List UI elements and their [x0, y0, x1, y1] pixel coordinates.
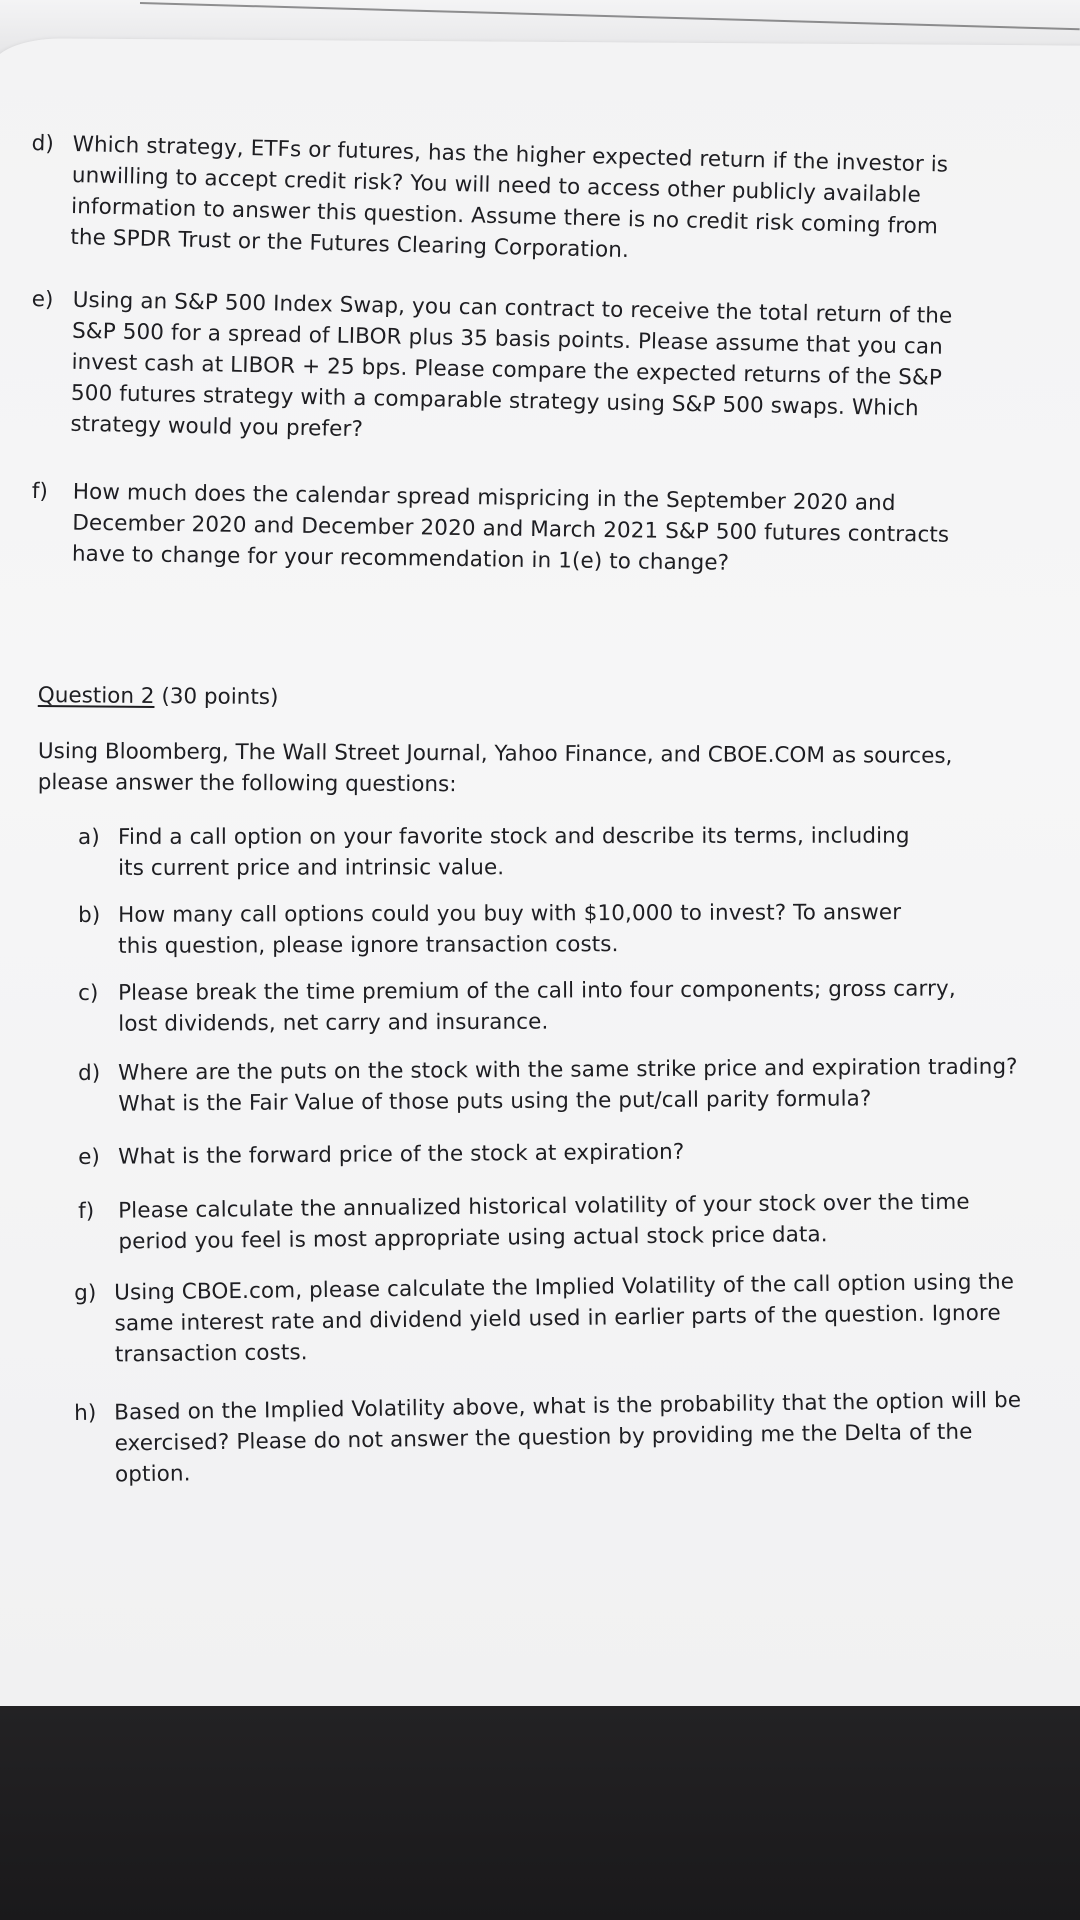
question-2a: [78, 821, 928, 884]
question-2e: [78, 1134, 978, 1173]
item-text: What is the forward price of the stock at expiration?: [118, 1139, 685, 1170]
item-text: Please calculate the annualized historical volatility of your stock over the time period you feel is most appropriate using actual stock price data.: [118, 1189, 970, 1255]
item-label: d): [31, 130, 55, 157]
item-label: b): [78, 902, 101, 928]
question-1e: [29, 284, 982, 456]
question-2f: [78, 1186, 999, 1258]
question-1d: [29, 128, 962, 274]
item-label: c): [78, 980, 99, 1006]
item-label: a): [78, 824, 100, 850]
item-label: f): [31, 478, 49, 505]
item-label: e): [78, 1144, 101, 1170]
item-label: d): [78, 1060, 101, 1086]
item-text: Where are the puts on the stock with the same strike price and expiration trading? What is the Fair Value of those puts using the put/call parity formula?: [118, 1054, 1018, 1117]
item-text: Find a call option on your favorite stock and describe its terms, including its current price and intrinsic value.: [118, 823, 910, 881]
question-2-intro: [38, 736, 958, 803]
item-text: How many call options could you buy with $10,000 to invest? To answer this question, please ignore transaction costs.: [118, 900, 902, 959]
question-2-title: Question 2: [37, 682, 155, 710]
question-2h: [74, 1385, 1025, 1491]
item-label: e): [31, 286, 54, 313]
question-2-points: (30 points): [161, 684, 279, 711]
question-2g: [74, 1267, 1015, 1371]
item-text: Using an S&P 500 Index Swap, you can contract to receive the total return of the S&P 500 for a spread of LIBOR plus 35 basis points. Please assume that you can invest cash at LIBOR + 25 bps. Please compare the expected returns of the S&P 500 futures strategy with a comparable strategy using S&P 500 swaps. Which strategy would you prefer?: [70, 287, 953, 443]
question-2-heading: [38, 680, 279, 713]
item-text: Which strategy, ETFs or futures, has the higher expected return if the investor is unwilling to accept credit risk? You will need to access other publicly available information to answer this question. Assume there is no credit risk coming from the SPDR Trust or the Futures Clearing Corporation.: [70, 131, 949, 264]
question-1f: [31, 476, 972, 582]
item-text: Using CBOE.com, please calculate the Implied Volatility of the call option using the same interest rate and dividend yield used in earlier parts of the question. Ignore transaction costs.: [114, 1269, 1015, 1368]
item-label: h): [74, 1400, 97, 1426]
question-2c: [78, 973, 978, 1040]
question-2b: [78, 897, 938, 962]
item-label: g): [74, 1280, 97, 1306]
item-text: Based on the Implied Volatility above, what is the probability that the option will be exercised? Please do not answer the question by providing me the Delta of the option.: [114, 1387, 1022, 1488]
question-2d: [78, 1051, 1018, 1120]
item-text: Please break the time premium of the call into four components; gross carry, lost dividends, net carry and insurance.: [118, 976, 956, 1037]
intro-text: Using Bloomberg, The Wall Street Journal, Yahoo Finance, and CBOE.COM as sources, please answer the following questions:: [37, 738, 953, 798]
item-text: How much does the calendar spread mispricing in the September 2020 and December 2020 and December 2020 and March 2021 S&P 500 futures contracts have to change for your recommendation in 1(e) to change?: [71, 479, 950, 576]
item-label: f): [78, 1198, 95, 1224]
